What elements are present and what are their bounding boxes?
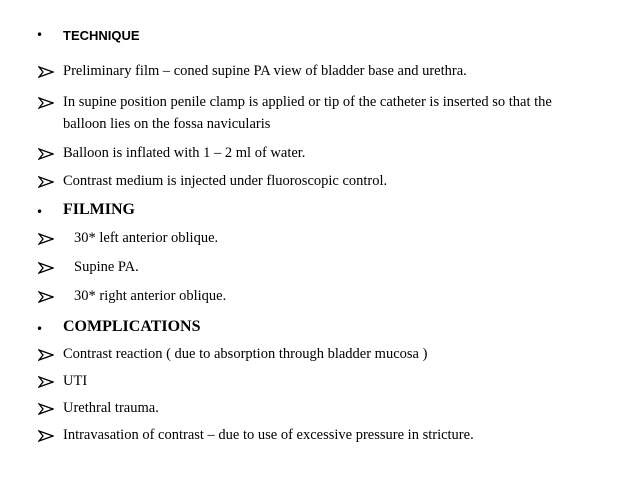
list-item: 30* right anterior oblique. — [74, 288, 227, 304]
list-item: UTI — [63, 373, 88, 389]
section-heading-filming: FILMING — [63, 201, 135, 218]
list-item-continuation: balloon lies on the fossa navicularis — [63, 116, 271, 132]
arrowhead-bullet-icon — [38, 349, 54, 361]
list-item: Contrast reaction ( due to absorption through bladder mucosa ) — [63, 346, 428, 362]
arrowhead-bullet-icon — [38, 291, 54, 303]
section-heading-complications: COMPLICATIONS — [63, 318, 201, 335]
bullet-dot-icon: • — [36, 322, 44, 336]
arrowhead-bullet-icon — [38, 233, 54, 245]
arrowhead-bullet-icon — [38, 376, 54, 388]
list-item: Balloon is inflated with 1 – 2 ml of water. — [63, 145, 306, 161]
bullet-dot-icon: • — [36, 28, 44, 42]
list-item: Urethral trauma. — [63, 400, 159, 416]
arrowhead-bullet-icon — [38, 97, 54, 109]
list-item: Contrast medium is injected under fluoroscopic control. — [63, 173, 388, 189]
list-item: In supine position penile clamp is applied or tip of the catheter is inserted so that the — [63, 94, 552, 110]
arrowhead-bullet-icon — [38, 176, 54, 188]
list-item: Supine PA. — [74, 259, 139, 275]
arrowhead-bullet-icon — [38, 66, 54, 78]
list-item: 30* left anterior oblique. — [74, 230, 219, 246]
list-item: Intravasation of contrast – due to use of excessive pressure in stricture. — [63, 427, 474, 443]
section-heading-technique: TECHNIQUE — [63, 28, 140, 43]
arrowhead-bullet-icon — [38, 430, 54, 442]
arrowhead-bullet-icon — [38, 148, 54, 160]
arrowhead-bullet-icon — [38, 262, 54, 274]
bullet-dot-icon: • — [36, 205, 44, 219]
list-item: Preliminary film – coned supine PA view of bladder base and urethra. — [63, 63, 467, 79]
arrowhead-bullet-icon — [38, 403, 54, 415]
